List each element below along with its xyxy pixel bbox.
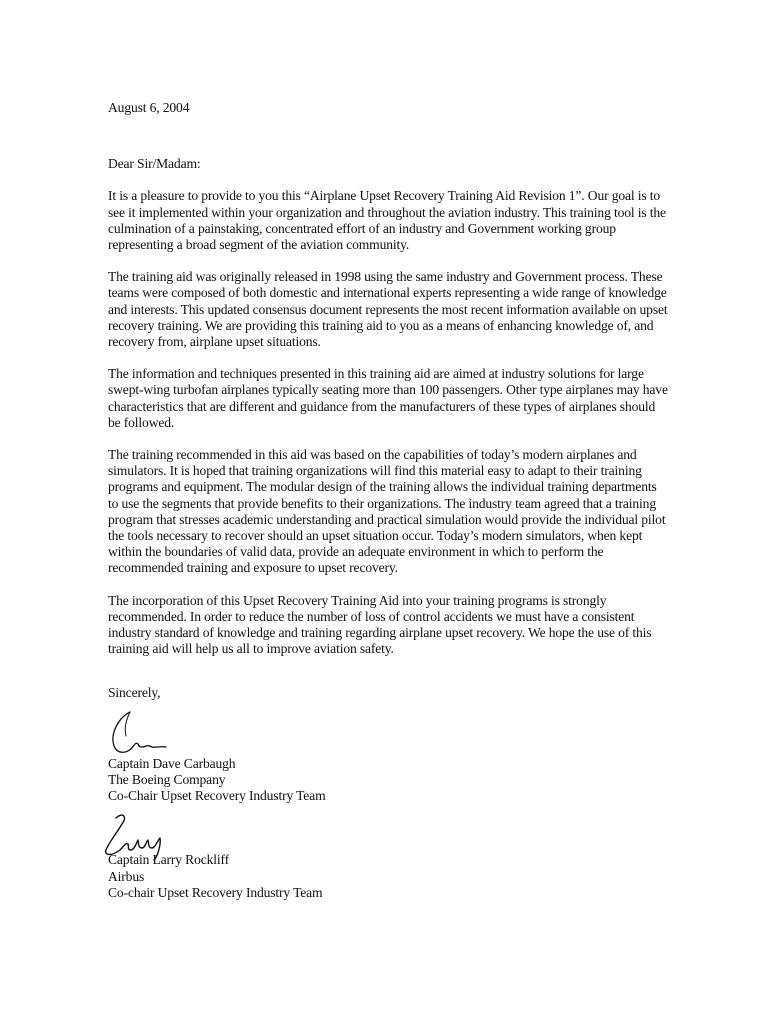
signatory-name: Captain Larry Rockliff xyxy=(108,852,230,868)
salutation: Dear Sir/Madam: xyxy=(108,156,201,172)
letter-date: August 6, 2004 xyxy=(108,100,190,115)
signatory-block-2 xyxy=(108,852,668,901)
body-paragraph: The incorporation of this Upset Recovery Training Aid into your training programs is strongly recommended. In order to reduce the number of loss of control accidents we must have a consistent industry standard of knowledge and training regarding airplane upset recovery. We hope the use of this training aid will help us all to improve aviation safety. xyxy=(108,592,652,657)
body-paragraph: The information and techniques presented in this training aid are aimed at industry solutions for large swept-wing turbofan airplanes typically seating more than 100 passengers. Other type airplanes may have characteristics that are different and guidance from the manufacturers of these types of airplanes should be followed. xyxy=(108,366,668,430)
signature-area-2 xyxy=(108,810,668,840)
signature-carbaugh xyxy=(108,706,188,756)
body-paragraph: The training aid was originally released in 1998 using the same industry and Government process. These teams were composed of both domestic and international experts representing a wide range of knowledge and interests. This updated consensus document represents the most recent information available on upset recovery training. We are providing this training aid to you as a means of enhancing knowledge of, and recovery from, airplane upset situations. xyxy=(108,269,668,350)
signatory-name: Captain Dave Carbaugh xyxy=(108,755,236,771)
body-paragraph: It is a pleasure to provide to you this “Airplane Upset Recovery Training Aid Revision 1”. Our goal is to see it implemented within your organization and throughout the aviation industry. This training tool is the culmination of a painstaking, concentrated effort of an industry and Government working group representing a broad segment of the aviation community. xyxy=(108,188,666,253)
signatory-title: Co-Chair Upset Recovery Industry Team xyxy=(108,788,326,804)
closing: Sincerely, xyxy=(108,685,161,701)
letter xyxy=(108,100,668,901)
signatory-organization: Airbus xyxy=(108,868,145,884)
body-paragraph: The training recommended in this aid was based on the capabilities of today’s modern airplanes and simulators. It is hoped that training organizations will find this material easy to adapt to their training programs and equipment. The modular design of the training allows the individual training departments to use the segments that provide benefits to their organizations. The industry team agreed that a training program that stresses academic understanding and practical simulation would provide the individual pilot the tools necessary to recover should an upset situation occur. Today’s modern simulators, when kept within the boundaries of valid data, provide an adequate environment in which to perform the recommended training and exposure to upset recovery. xyxy=(108,447,666,576)
signatory-block-1 xyxy=(108,756,668,805)
signatory-organization: The Boeing Company xyxy=(108,771,226,787)
signatory-title: Co-chair Upset Recovery Industry Team xyxy=(108,884,323,900)
